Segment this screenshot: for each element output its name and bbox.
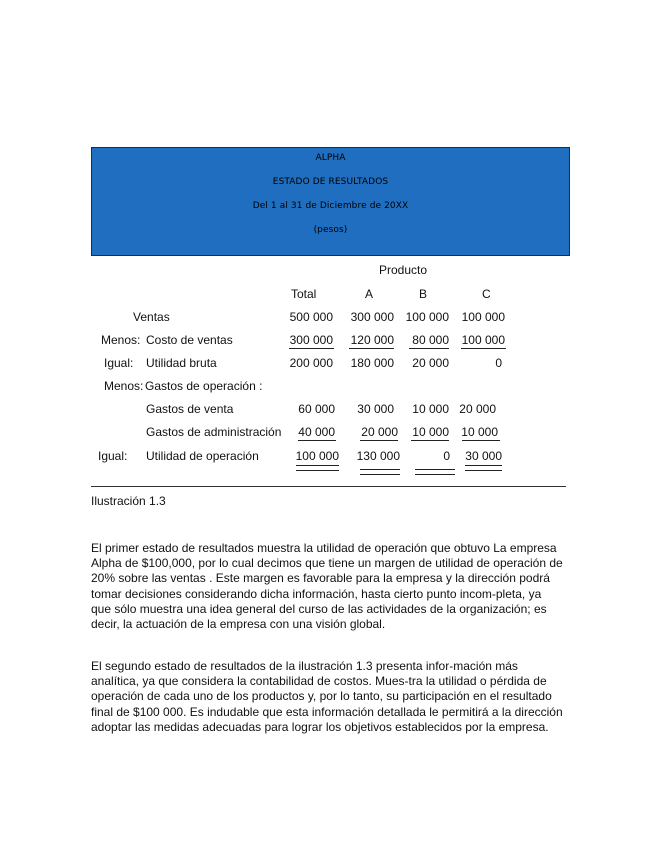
- statement-title: ESTADO DE RESULTADOS: [272, 177, 389, 187]
- cell-b: 20 000: [412, 356, 449, 370]
- statement-header-banner: [91, 147, 570, 256]
- underline: [298, 440, 336, 441]
- cell-b: 10 000: [412, 425, 449, 439]
- underline: [289, 348, 334, 349]
- cell-a: 180 000: [350, 356, 394, 370]
- paragraph: El segundo estado de resultados de la ilustración 1.3 presenta infor-mación más analítica, ya que considera la contabilidad de costos. Mues-tra la utilidad o pérdida de operación de cada uno de los productos y, por lo tanto, su participación en el resultado final de $100 000. Es indudable que esta información detallada le permitirá a la dirección adoptar las medidas adecuadas para lograr los objetivos establecidos por la empresa.: [91, 659, 563, 734]
- cell-total: 100 000: [295, 449, 339, 463]
- cell-total: 40 000: [298, 425, 335, 439]
- cell-b: 80 000: [412, 333, 449, 347]
- column-header-a: A: [365, 287, 374, 301]
- row-label: Utilidad de operación: [146, 449, 259, 463]
- column-header-total: Total: [291, 287, 317, 301]
- cell-total: 500 000: [289, 310, 333, 324]
- cell-a: 300 000: [350, 310, 394, 324]
- underline: [461, 348, 506, 349]
- underline: [349, 348, 394, 349]
- row-prefix: Igual:: [98, 449, 128, 463]
- cell-a: 30 000: [357, 402, 394, 416]
- cell-b: 0: [443, 449, 450, 463]
- cell-c: 30 000: [465, 449, 502, 463]
- cell-c: 0: [495, 356, 502, 370]
- cell-a: 130 000: [356, 449, 400, 463]
- statement-period: Del 1 al 31 de Diciembre de 20XX: [252, 201, 409, 211]
- double-underline: [360, 474, 400, 475]
- row-label: Ventas: [133, 310, 170, 324]
- double-underline: [465, 470, 502, 471]
- row-prefix: Igual:: [104, 356, 134, 370]
- row-label: Gastos de operación :: [145, 379, 263, 393]
- column-header-c: C: [482, 287, 491, 301]
- cell-a: 120 000: [350, 333, 394, 347]
- cell-c: 20 000: [459, 402, 496, 416]
- cell-a: 20 000: [361, 425, 398, 439]
- row-prefix: Menos:: [101, 333, 141, 347]
- double-underline: [415, 474, 455, 475]
- cell-b: 10 000: [412, 402, 449, 416]
- company-name: ALPHA: [315, 153, 346, 163]
- underline: [409, 348, 449, 349]
- double-underline: [415, 469, 455, 470]
- double-underline: [465, 465, 502, 466]
- row-label: Utilidad bruta: [146, 356, 217, 370]
- double-underline: [296, 465, 339, 466]
- cell-c: 100 000: [461, 333, 505, 347]
- underline: [462, 440, 500, 441]
- cell-total: 60 000: [298, 402, 335, 416]
- underline: [411, 440, 449, 441]
- column-header-b: B: [419, 287, 428, 301]
- product-group-header: Producto: [379, 263, 428, 277]
- statement-unit: (pesos): [313, 225, 348, 235]
- cell-c: 10 000: [461, 425, 498, 439]
- row-label: Gastos de administración: [146, 425, 282, 439]
- row-label: Gastos de venta: [146, 402, 234, 416]
- row-prefix: Menos:: [104, 379, 144, 393]
- double-underline: [296, 470, 339, 471]
- divider: [91, 486, 566, 487]
- illustration-caption: Ilustración 1.3: [91, 494, 166, 508]
- cell-total: 200 000: [289, 356, 333, 370]
- cell-b: 100 000: [405, 310, 449, 324]
- cell-total: 300 000: [289, 333, 333, 347]
- underline: [360, 440, 398, 441]
- row-label: Costo de ventas: [146, 333, 233, 347]
- paragraph: El primer estado de resultados muestra la utilidad de operación que obtuvo La empresa Alpha de $100,000, por lo cual decimos que tiene un margen de utilidad de operación de 20% sobre las ventas . Este margen es favorable para la empresa y la dirección podrá tomar decisiones considerando dicha información, hasta cierto punto incom-pleta, ya que sólo muestra una idea general del curso de las actividades de la organización; es decir, la actuación de la empresa con una visión global.: [91, 541, 563, 632]
- double-underline: [360, 469, 400, 470]
- cell-c: 100 000: [461, 310, 505, 324]
